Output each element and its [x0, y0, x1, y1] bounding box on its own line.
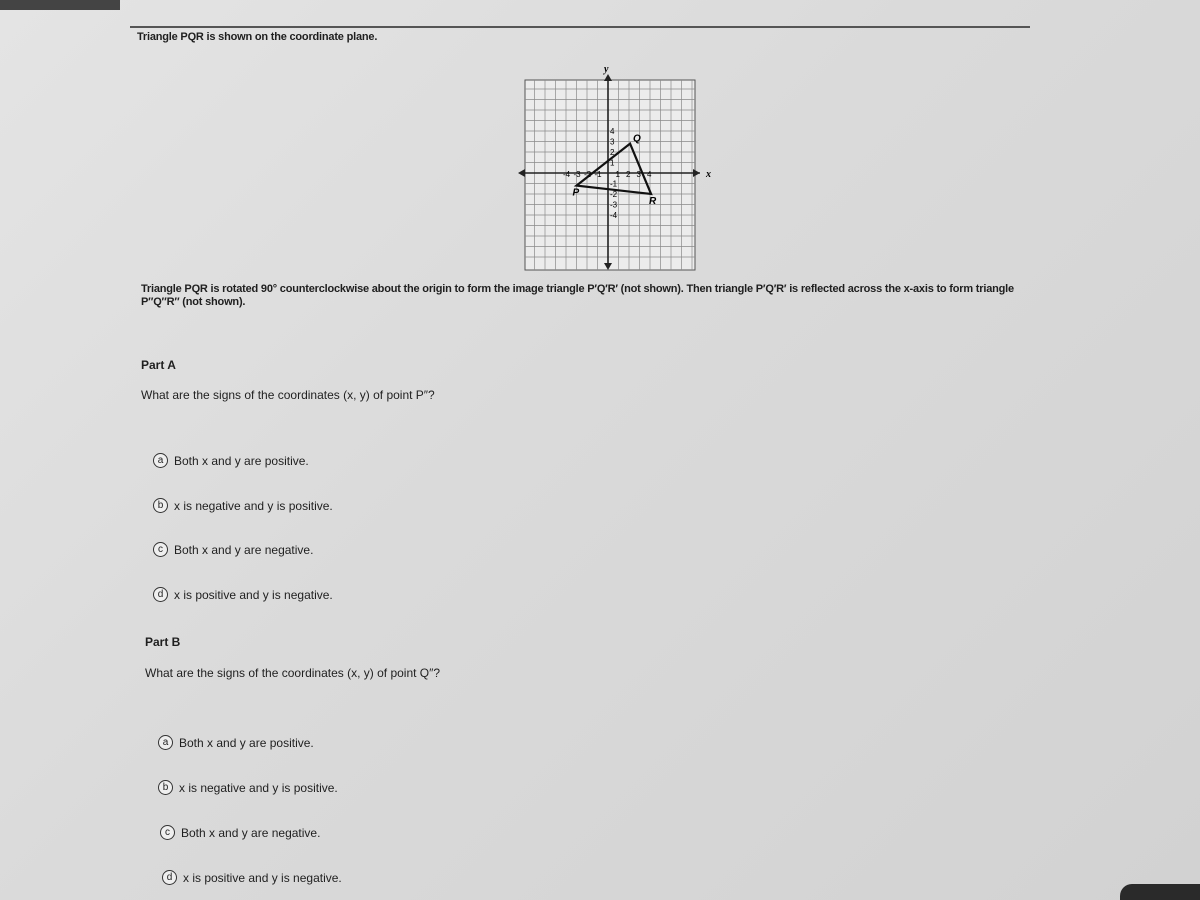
choice-text: x is positive and y is negative.	[174, 587, 333, 602]
choice-a-bubble-icon[interactable]: a	[158, 735, 173, 750]
grid-background	[525, 80, 695, 270]
y-tick-label: -1	[610, 179, 618, 189]
choice-text: x is negative and y is positive.	[174, 498, 333, 513]
x-tick-label: 2	[626, 170, 631, 179]
x-tick-label: 3	[636, 170, 641, 179]
y-tick-label: -2	[610, 190, 618, 199]
part-b-choice-d[interactable]	[162, 870, 342, 885]
top-divider	[130, 26, 1030, 28]
point-q-label: Q	[633, 133, 641, 145]
part-a-choice-a[interactable]	[153, 453, 309, 468]
part-a-label: Part A	[141, 358, 176, 372]
point-r-label: R	[649, 196, 657, 207]
part-b-label: Part B	[145, 635, 181, 649]
top-corner-tab	[0, 0, 120, 10]
coordinate-plane-svg	[510, 60, 720, 275]
choice-text: Both x and y are positive.	[179, 735, 314, 750]
choice-a-bubble-icon[interactable]: a	[153, 453, 168, 468]
choice-c-bubble-icon[interactable]: c	[160, 825, 175, 840]
choice-c-bubble-icon[interactable]: c	[153, 542, 168, 557]
part-b-question: What are the signs of the coordinates (x, y) of point Q″?	[145, 666, 441, 680]
choice-text: Both x and y are negative.	[174, 542, 314, 557]
choice-d-bubble-icon[interactable]: d	[162, 870, 177, 885]
x-tick-label: -2	[584, 170, 592, 179]
choice-b-bubble-icon[interactable]: b	[158, 780, 173, 795]
bottom-corner-shadow	[1120, 884, 1200, 900]
choice-text: x is negative and y is positive.	[179, 780, 338, 795]
intro-text: Triangle PQR is shown on the coordinate plane.	[137, 31, 378, 43]
x-tick-label: 1	[615, 170, 620, 179]
choice-d-bubble-icon[interactable]: d	[153, 587, 168, 602]
y-tick-label: 1	[610, 158, 615, 168]
part-b-choice-b[interactable]	[158, 780, 338, 795]
part-b-choice-c[interactable]	[160, 825, 320, 840]
y-tick-label: -4	[610, 211, 618, 220]
x-axis-label: x	[706, 169, 711, 180]
problem-stem: Triangle PQR is rotated 90° counterclockwise about the origin to form the image triangle P′Q′R′ (not shown). Then triangle P′Q′R′ is reflected across the x-axis to form triangle P″Q″R″ (not shown).	[141, 283, 1014, 308]
x-axis-arrow-icon	[693, 169, 700, 177]
x-tick-label: -1	[594, 170, 602, 179]
part-a-choice-c[interactable]	[153, 542, 313, 557]
y-axis-arrow-icon	[604, 74, 612, 81]
y-tick-label: -3	[610, 200, 618, 210]
choice-b-bubble-icon[interactable]: b	[153, 498, 168, 513]
x-tick-label: 4	[647, 170, 652, 179]
x-tick-label: -4	[563, 170, 571, 179]
coordinate-plane	[510, 60, 720, 275]
part-b-choice-a[interactable]	[158, 735, 314, 750]
y-axis-label: y	[604, 64, 609, 75]
choice-text: Both x and y are negative.	[181, 825, 321, 840]
x-tick-label: -3	[573, 170, 581, 179]
part-a-question: What are the signs of the coordinates (x, y) of point P″?	[141, 388, 435, 402]
x-axis-arrow-left-icon	[518, 169, 525, 177]
y-tick-label: 3	[610, 137, 615, 147]
choice-text: x is positive and y is negative.	[183, 870, 342, 885]
y-tick-label: 4	[610, 127, 615, 136]
part-a-choice-d[interactable]	[153, 587, 333, 602]
choice-text: Both x and y are positive.	[174, 453, 309, 468]
y-tick-label: 2	[610, 148, 615, 157]
point-p-label: P	[572, 187, 580, 199]
part-a-choice-b[interactable]	[153, 498, 333, 513]
